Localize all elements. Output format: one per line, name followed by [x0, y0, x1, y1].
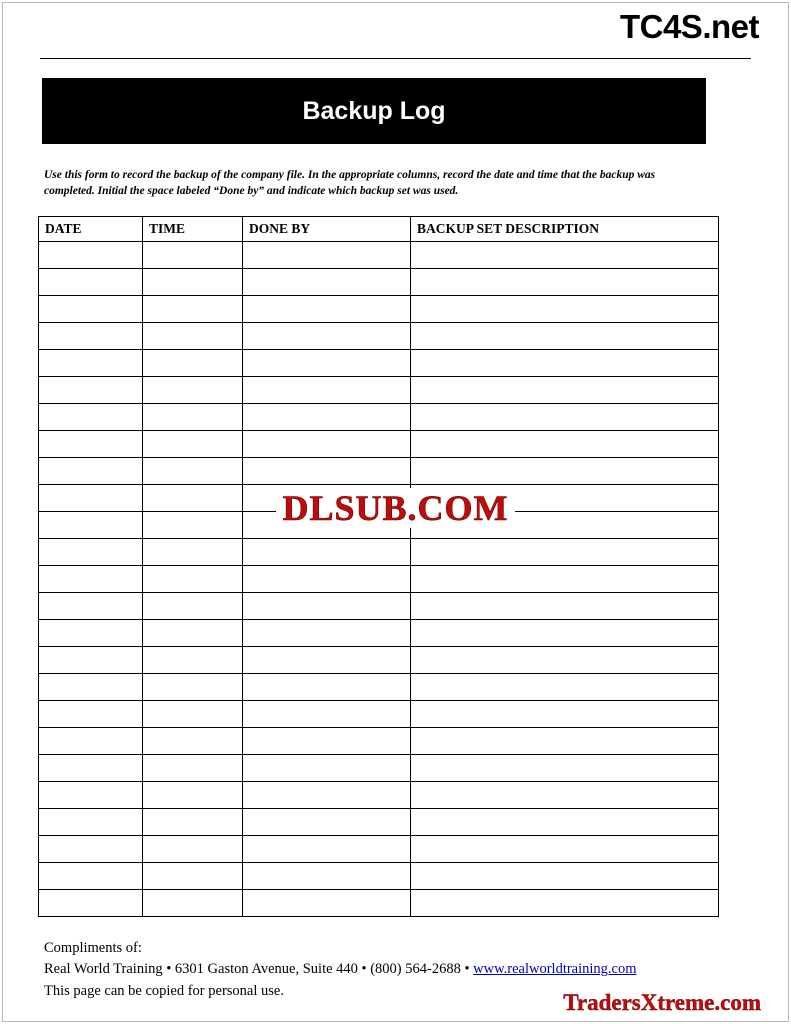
instructions-paragraph: Use this form to record the backup of the company file. In the appropriate columns, record the date and time that the backup was completed. Initial the space labeled “Done by” and indicate which backup set was used. — [44, 169, 656, 197]
header-divider — [40, 58, 751, 59]
table-row — [39, 350, 719, 377]
cell-backup-set-description[interactable] — [411, 296, 719, 323]
cell-date[interactable] — [39, 377, 143, 404]
table-row — [39, 782, 719, 809]
table-row — [39, 566, 719, 593]
cell-time[interactable] — [143, 431, 243, 458]
cell-time[interactable] — [143, 593, 243, 620]
cell-done-by[interactable] — [243, 431, 411, 458]
cell-backup-set-description[interactable] — [411, 809, 719, 836]
cell-done-by[interactable] — [243, 782, 411, 809]
cell-backup-set-description[interactable] — [411, 620, 719, 647]
table-row — [39, 674, 719, 701]
table-row — [39, 377, 719, 404]
cell-date[interactable] — [39, 323, 143, 350]
cell-time[interactable] — [143, 755, 243, 782]
cell-date[interactable] — [39, 296, 143, 323]
cell-date[interactable] — [39, 728, 143, 755]
watermark-bottom-right: TradersXtreme.com — [563, 990, 761, 1015]
cell-done-by[interactable] — [243, 863, 411, 890]
cell-done-by[interactable] — [243, 269, 411, 296]
cell-time[interactable] — [143, 701, 243, 728]
cell-time[interactable] — [143, 890, 243, 917]
cell-done-by[interactable] — [243, 485, 411, 512]
cell-date[interactable] — [39, 809, 143, 836]
cell-done-by[interactable] — [243, 674, 411, 701]
cell-time[interactable] — [143, 620, 243, 647]
cell-time[interactable] — [143, 782, 243, 809]
cell-done-by[interactable] — [243, 728, 411, 755]
cell-time[interactable] — [143, 836, 243, 863]
cell-date[interactable] — [39, 512, 143, 539]
cell-time[interactable] — [143, 863, 243, 890]
cell-date[interactable] — [39, 755, 143, 782]
cell-backup-set-description[interactable] — [411, 566, 719, 593]
cell-time[interactable] — [143, 674, 243, 701]
footer-contact-text: Real World Training • 6301 Gaston Avenue, Suite 440 • (800) 564-2688 • — [44, 961, 474, 978]
table-row — [39, 593, 719, 620]
cell-time[interactable] — [143, 242, 243, 269]
cell-backup-set-description[interactable] — [411, 863, 719, 890]
table-row — [39, 458, 719, 485]
column-header-date: DATE — [39, 217, 143, 242]
cell-date[interactable] — [39, 863, 143, 890]
cell-date[interactable] — [39, 485, 143, 512]
table-row — [39, 431, 719, 458]
cell-done-by[interactable] — [243, 701, 411, 728]
backup-log-table — [38, 216, 719, 917]
watermark-center-text: DLSUB.COM — [276, 488, 514, 528]
cell-date[interactable] — [39, 350, 143, 377]
cell-date[interactable] — [39, 566, 143, 593]
table-row — [39, 296, 719, 323]
table-row — [39, 269, 719, 296]
table-row — [39, 755, 719, 782]
table-row — [39, 701, 719, 728]
cell-time[interactable] — [143, 512, 243, 539]
cell-done-by[interactable] — [243, 836, 411, 863]
cell-time[interactable] — [143, 323, 243, 350]
cell-backup-set-description[interactable] — [411, 539, 719, 566]
cell-date[interactable] — [39, 539, 143, 566]
table-row — [39, 728, 719, 755]
table-row — [39, 512, 719, 539]
cell-done-by[interactable] — [243, 755, 411, 782]
cell-time[interactable] — [143, 350, 243, 377]
cell-backup-set-description[interactable] — [411, 593, 719, 620]
cell-backup-set-description[interactable] — [411, 404, 719, 431]
table-row — [39, 647, 719, 674]
table-row — [39, 485, 719, 512]
cell-backup-set-description[interactable] — [411, 377, 719, 404]
cell-done-by[interactable] — [243, 458, 411, 485]
cell-date[interactable] — [39, 242, 143, 269]
cell-date[interactable] — [39, 674, 143, 701]
cell-time[interactable] — [143, 458, 243, 485]
cell-done-by[interactable] — [243, 350, 411, 377]
cell-backup-set-description[interactable] — [411, 782, 719, 809]
cell-time[interactable] — [143, 404, 243, 431]
cell-date[interactable] — [39, 458, 143, 485]
cell-done-by[interactable] — [243, 296, 411, 323]
cell-backup-set-description[interactable] — [411, 836, 719, 863]
cell-date[interactable] — [39, 647, 143, 674]
column-header-done-by: DONE BY — [243, 217, 411, 242]
table-row — [39, 890, 719, 917]
cell-date[interactable] — [39, 701, 143, 728]
cell-backup-set-description[interactable] — [411, 647, 719, 674]
cell-backup-set-description[interactable] — [411, 728, 719, 755]
watermark-top-right: TC4S.net — [619, 8, 759, 45]
cell-backup-set-description[interactable] — [411, 431, 719, 458]
cell-done-by[interactable] — [243, 890, 411, 917]
cell-done-by[interactable] — [243, 242, 411, 269]
cell-date[interactable] — [39, 431, 143, 458]
page-title: Backup Log — [302, 96, 446, 125]
cell-done-by[interactable] — [243, 539, 411, 566]
cell-done-by[interactable] — [243, 593, 411, 620]
cell-backup-set-description[interactable] — [411, 701, 719, 728]
table-row — [39, 863, 719, 890]
table-row — [39, 242, 719, 269]
table-row — [39, 323, 719, 350]
footer-line-compliments: Compliments of: — [44, 940, 142, 956]
cell-backup-set-description[interactable] — [411, 485, 719, 512]
cell-done-by[interactable] — [243, 323, 411, 350]
title-banner — [42, 78, 706, 144]
cell-backup-set-description[interactable] — [411, 674, 719, 701]
footer-website-link[interactable]: www.realworldtraining.com — [473, 961, 637, 978]
footer-line-contact — [44, 959, 724, 980]
cell-done-by[interactable] — [243, 647, 411, 674]
column-header-time: TIME — [143, 217, 243, 242]
cell-backup-set-description[interactable] — [411, 350, 719, 377]
cell-time[interactable] — [143, 728, 243, 755]
table-row — [39, 620, 719, 647]
cell-done-by[interactable] — [243, 377, 411, 404]
cell-backup-set-description[interactable] — [411, 323, 719, 350]
cell-done-by[interactable] — [243, 404, 411, 431]
cell-done-by[interactable] — [243, 566, 411, 593]
cell-date[interactable] — [39, 620, 143, 647]
cell-date[interactable] — [39, 404, 143, 431]
cell-backup-set-description[interactable] — [411, 458, 719, 485]
cell-done-by[interactable] — [243, 512, 411, 539]
table-header-row — [39, 217, 719, 242]
cell-date[interactable] — [39, 836, 143, 863]
cell-time[interactable] — [143, 809, 243, 836]
table-row — [39, 809, 719, 836]
cell-backup-set-description[interactable] — [411, 890, 719, 917]
cell-date[interactable] — [39, 593, 143, 620]
table-body — [39, 242, 719, 917]
cell-backup-set-description[interactable] — [411, 755, 719, 782]
cell-done-by[interactable] — [243, 620, 411, 647]
table-row — [39, 404, 719, 431]
cell-date[interactable] — [39, 890, 143, 917]
cell-time[interactable] — [143, 539, 243, 566]
cell-time[interactable] — [143, 269, 243, 296]
cell-time[interactable] — [143, 485, 243, 512]
cell-backup-set-description[interactable] — [411, 269, 719, 296]
cell-backup-set-description[interactable] — [411, 512, 719, 539]
table-row — [39, 539, 719, 566]
cell-time[interactable] — [143, 377, 243, 404]
table-row — [39, 836, 719, 863]
cell-done-by[interactable] — [243, 809, 411, 836]
cell-time[interactable] — [143, 647, 243, 674]
cell-backup-set-description[interactable] — [411, 242, 719, 269]
cell-time[interactable] — [143, 566, 243, 593]
cell-time[interactable] — [143, 296, 243, 323]
column-header-backup-set-description: BACKUP SET DESCRIPTION — [411, 217, 719, 242]
cell-date[interactable] — [39, 269, 143, 296]
footer-line-usage: This page can be copied for personal use. — [44, 982, 284, 999]
cell-date[interactable] — [39, 782, 143, 809]
